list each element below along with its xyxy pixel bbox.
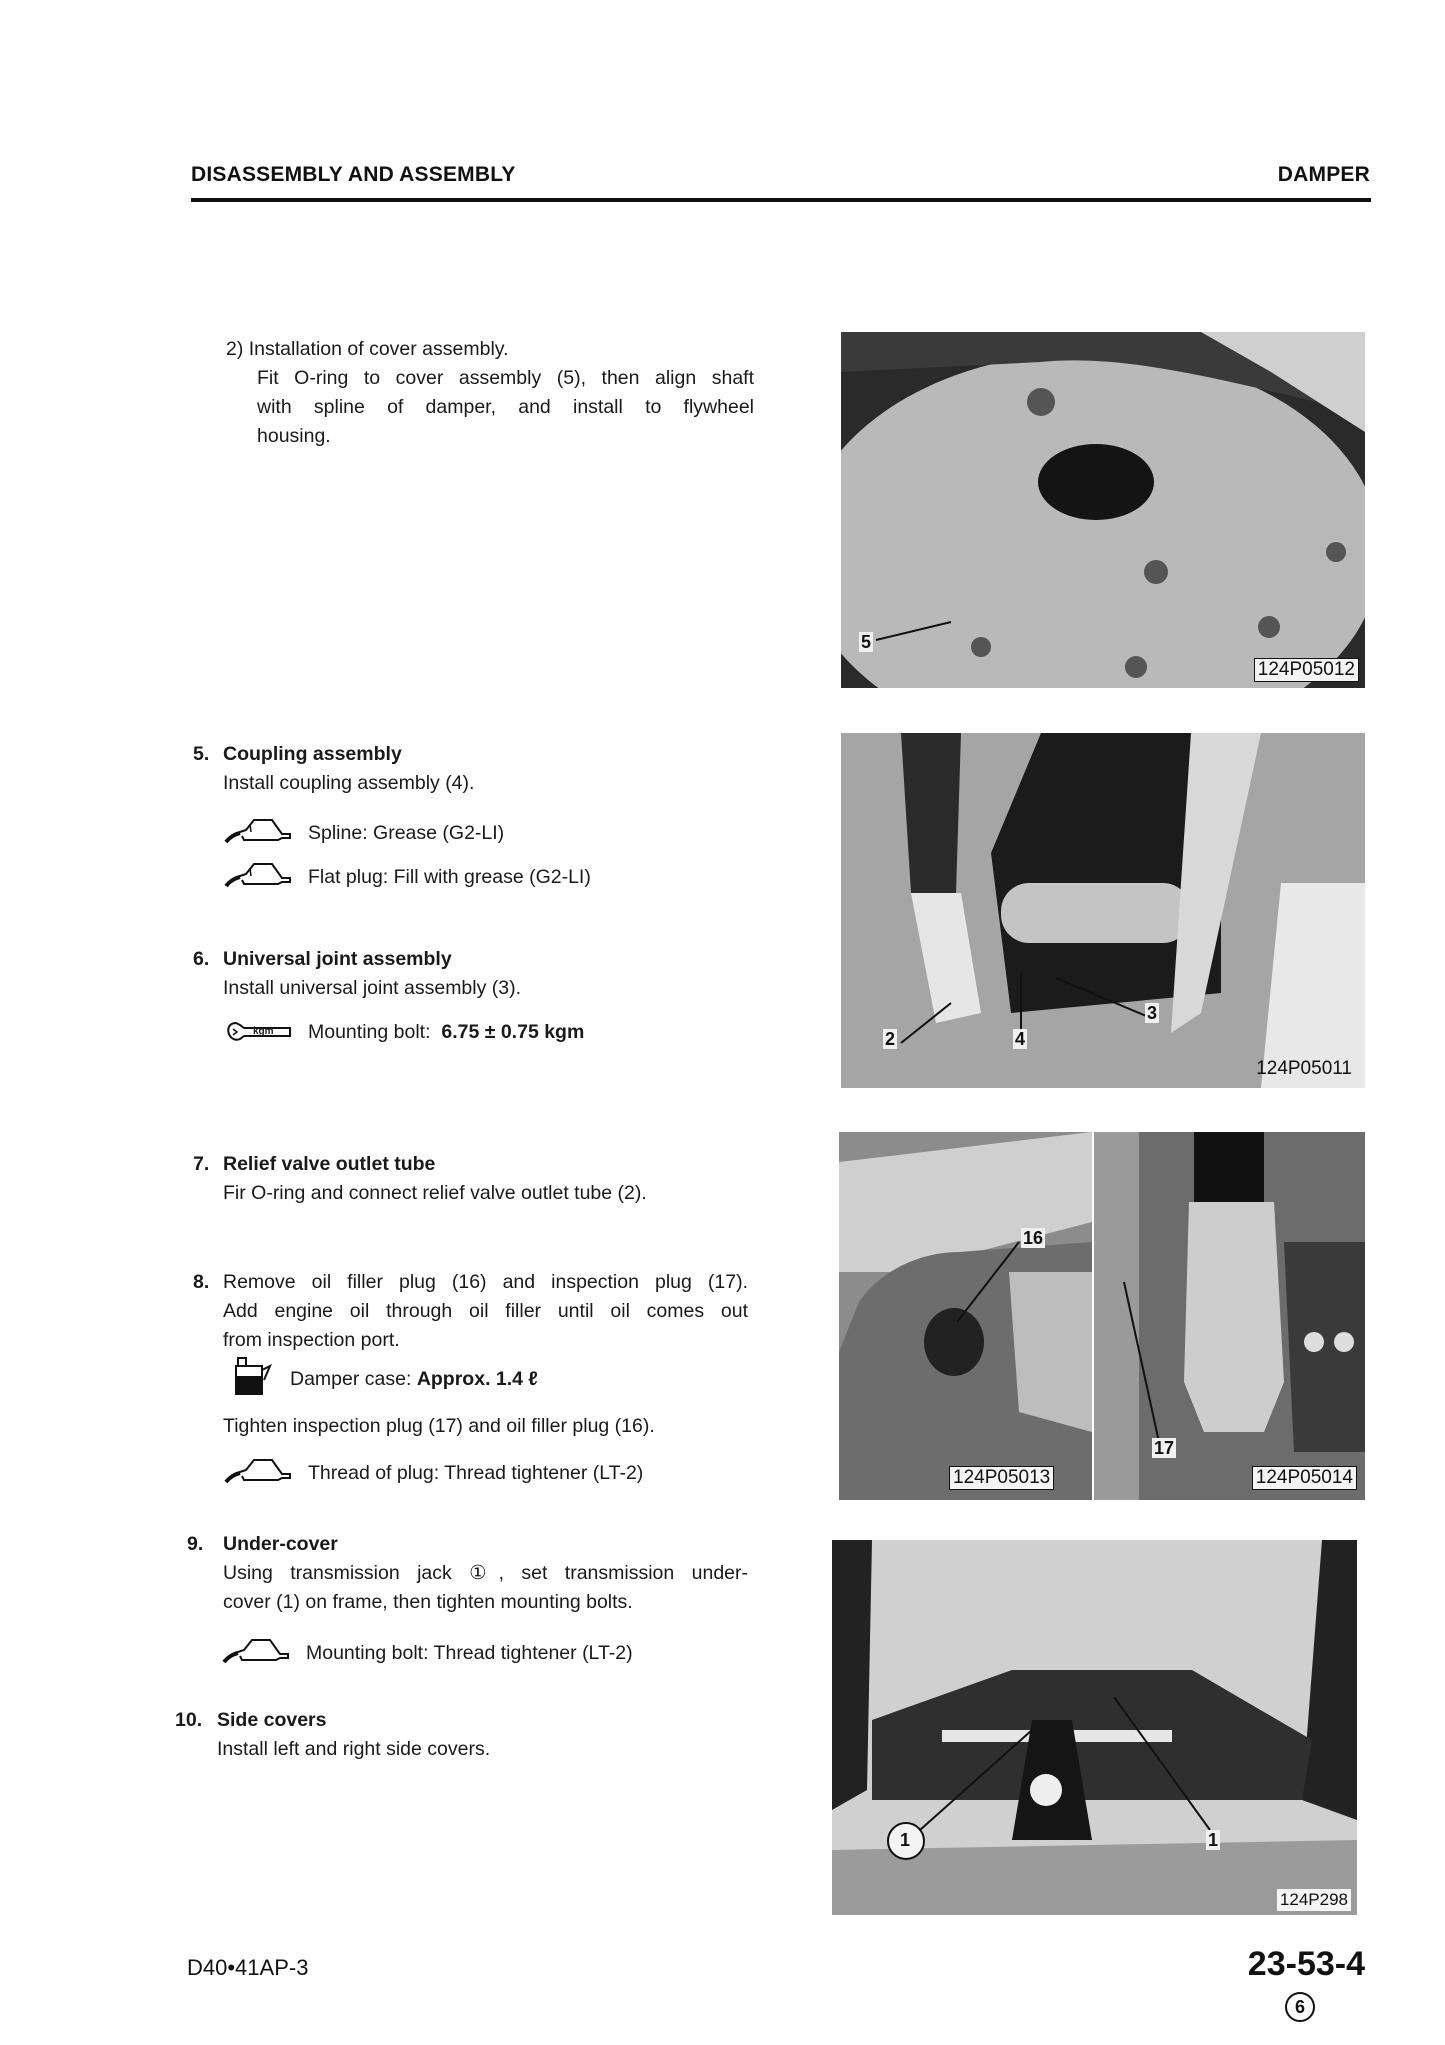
- photo-3-callout: 16: [1023, 1228, 1044, 1248]
- grease-gun-icon: [224, 816, 292, 850]
- photo-2-callout-3: 3: [1147, 1003, 1158, 1023]
- step-7-number: 7.: [193, 1153, 210, 1175]
- step-5-number: 5.: [193, 743, 210, 765]
- photo-coupling-joint: [841, 733, 1365, 1088]
- step-8-line-3: from inspection port.: [223, 1329, 400, 1351]
- grease-gun-icon: [224, 860, 292, 894]
- step-8-capacity: [232, 1356, 538, 1402]
- step-8-line-2: Add engine oil through oil filler until oil comes out: [223, 1300, 748, 1322]
- torque-unit-label: kgm: [253, 1026, 274, 1037]
- photo-3-id: 124P05013: [949, 1466, 1054, 1490]
- photo-4-id: 124P05014: [1252, 1466, 1357, 1490]
- step-6-body: Install universal joint assembly (3).: [223, 977, 522, 999]
- step-6-spec-value: 6.75 ± 0.75 kgm: [441, 1020, 585, 1043]
- step-2: [226, 335, 754, 451]
- step-10-title: Side covers: [217, 1709, 327, 1731]
- torque-wrench-icon: [226, 1020, 292, 1044]
- step-8-capacity-label: Damper case:: [290, 1367, 412, 1390]
- step-5-spec-2: [224, 860, 591, 894]
- photo-5-callout-cover: 1: [1208, 1830, 1219, 1850]
- step-5-spec-1-text: Spline: Grease (G2-LI): [308, 821, 505, 844]
- step-10-number: 10.: [175, 1709, 203, 1731]
- step-2-title: 2) Installation of cover assembly.: [226, 338, 509, 360]
- step-9-spec: [222, 1636, 633, 1670]
- step-5-spec-2-text: Flat plug: Fill with grease (G2-LI): [308, 865, 591, 888]
- photo-inspection-plug: [1094, 1132, 1365, 1500]
- step-2-line-1: Fit O-ring to cover assembly (5), then align shaft: [257, 367, 754, 389]
- photo-under-cover: [832, 1540, 1357, 1915]
- section-title: DISASSEMBLY AND ASSEMBLY: [191, 163, 516, 186]
- step-9: [187, 1530, 748, 1617]
- step-2-line-3: housing.: [257, 425, 331, 447]
- photo-1-callout: 5: [861, 632, 872, 652]
- step-10-body: Install left and right side covers.: [217, 1738, 491, 1760]
- step-5-title: Coupling assembly: [223, 743, 402, 765]
- step-9-number: 9.: [187, 1533, 204, 1555]
- step-6-number: 6.: [193, 948, 210, 970]
- grease-gun-icon: [224, 1456, 292, 1490]
- photo-2-callout-4: 4: [1015, 1029, 1026, 1049]
- step-8-spec: [224, 1456, 643, 1490]
- photo-cover-assembly: [841, 332, 1365, 688]
- photo-5-callout-jack: 1: [900, 1830, 911, 1850]
- step-5-body: Install coupling assembly (4).: [223, 772, 475, 794]
- photo-2-id: 124P05011: [1256, 1058, 1352, 1079]
- step-8: [193, 1268, 748, 1355]
- photo-5-id: 124P298: [1277, 1889, 1351, 1911]
- step-9-line-2: cover (1) on frame, then tighten mounting bolts.: [223, 1591, 633, 1613]
- photo-4-callout: 17: [1154, 1438, 1175, 1458]
- step-8-tighten: Tighten inspection plug (17) and oil filler plug (16).: [223, 1415, 655, 1437]
- photo-oil-filler-plug: [839, 1132, 1092, 1500]
- step-2-line-2: with spline of damper, and install to flywheel: [257, 396, 754, 418]
- revision-mark: 6: [1285, 1992, 1315, 2022]
- step-7: [193, 1150, 647, 1208]
- step-8-spec-text: Thread of plug: Thread tightener (LT-2): [308, 1461, 644, 1484]
- step-7-title: Relief valve outlet tube: [223, 1153, 436, 1175]
- step-6-spec: [226, 1020, 584, 1044]
- step-10: [175, 1706, 490, 1764]
- step-9-title: Under-cover: [223, 1533, 338, 1555]
- step-6-title: Universal joint assembly: [223, 948, 452, 970]
- step-5: [193, 740, 474, 798]
- step-8-number: 8.: [193, 1271, 210, 1293]
- grease-gun-icon: [222, 1636, 290, 1670]
- step-9-line-1: Using transmission jack ①, set transmission under-: [223, 1562, 748, 1584]
- oil-can-icon: [232, 1356, 274, 1402]
- step-9-spec-text: Mounting bolt: Thread tightener (LT-2): [306, 1641, 633, 1664]
- page-number: 23-53-4: [1247, 1945, 1365, 1983]
- photo-1-id: 124P05012: [1254, 658, 1359, 682]
- step-8-line-1: Remove oil filler plug (16) and inspection plug (17).: [223, 1271, 748, 1293]
- step-7-body: Fir O-ring and connect relief valve outlet tube (2).: [223, 1182, 647, 1204]
- step-6: [193, 945, 521, 1003]
- step-8-capacity-value: Approx. 1.4 ℓ: [416, 1367, 538, 1390]
- header-rule: [191, 198, 1371, 202]
- step-5-spec-1: [224, 816, 504, 850]
- topic-title: DAMPER: [1277, 163, 1370, 186]
- photo-2-callout-2: 2: [885, 1029, 896, 1049]
- model-number: D40•41AP-3: [187, 1955, 309, 1980]
- step-6-spec-label: Mounting bolt:: [308, 1020, 431, 1043]
